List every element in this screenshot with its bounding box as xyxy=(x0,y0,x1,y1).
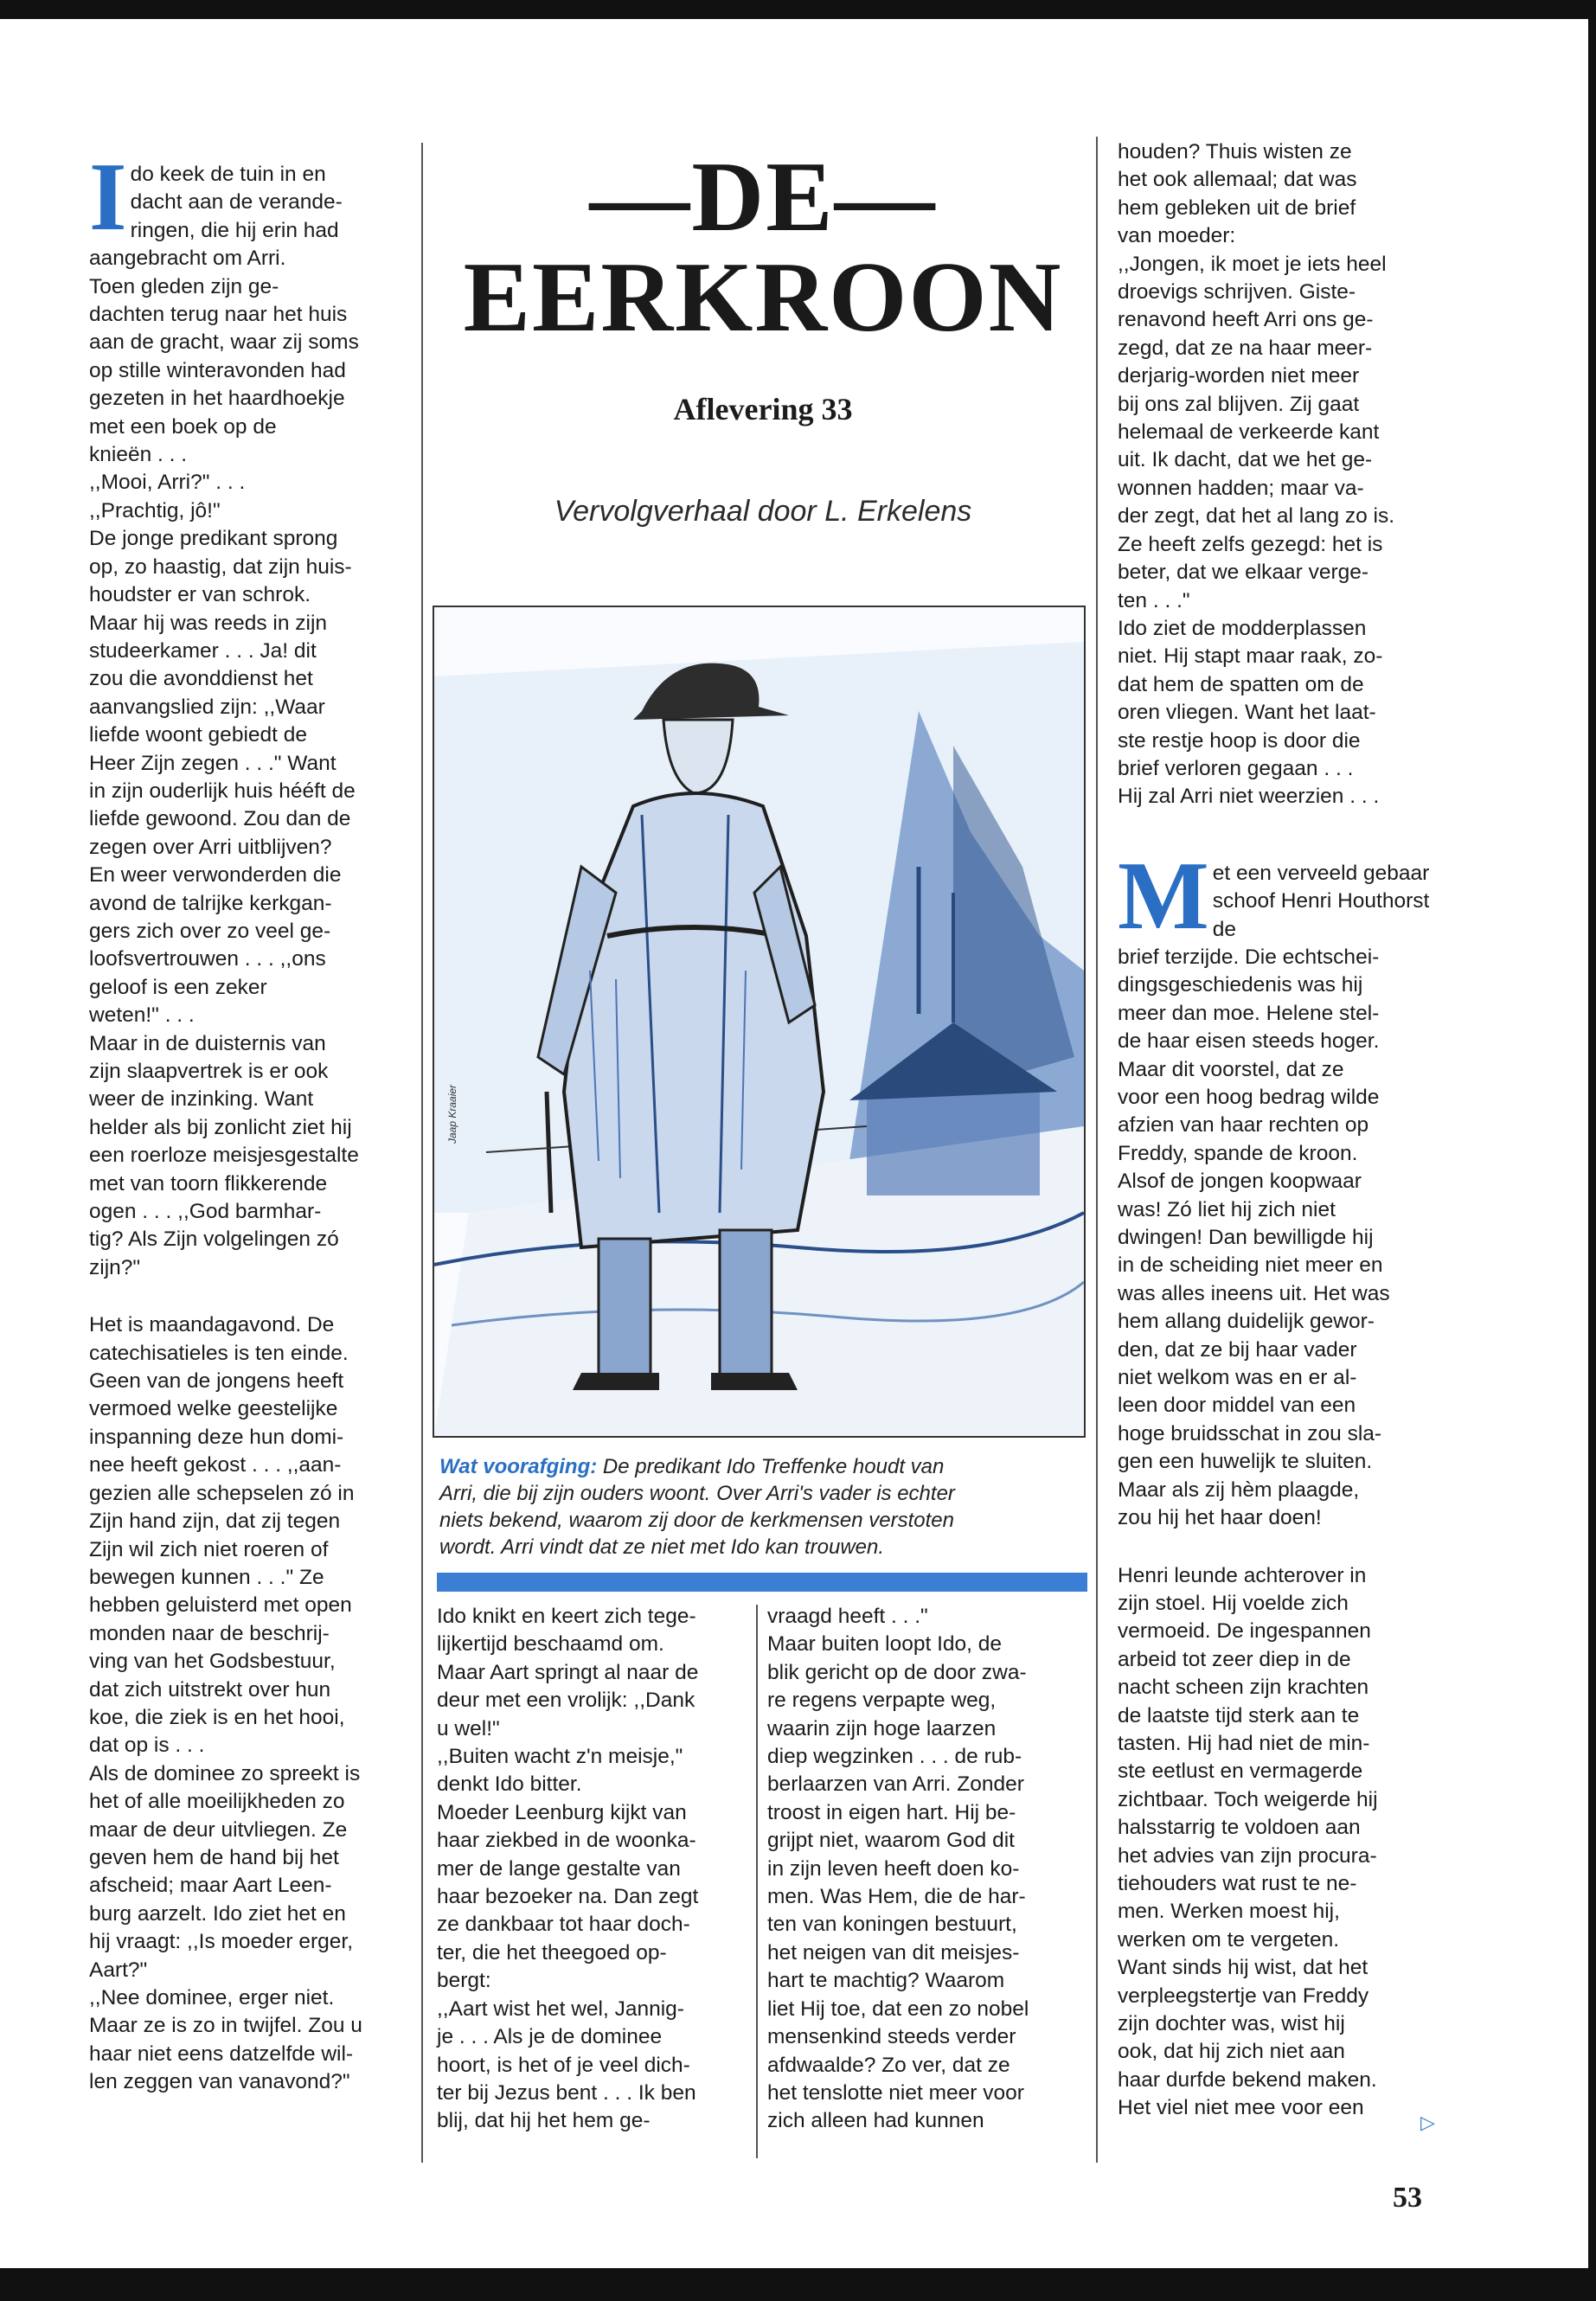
byline: Vervolgverhaal door L. Erkelens xyxy=(554,495,972,528)
drop-cap-m: M xyxy=(1118,842,1209,950)
col1-paragraph-1-text: do keek de tuin in en dacht aan de verande- ringen, die hij erin had aangebracht om Arri. Toen gleden zijn ge- dachten terug naar het huis aan de gracht, waar zij soms op stille winteravonden had gezeten in het haardhoekje met een boek op de knieën . . . ,,Mooi, Arri?" . . . ,,Prachtig, jô!" De jonge predikant sprong op, zo haastig, dat zijn huis- houdster er van schrok. Maar hij was reeds in zijn studeerkamer . . . Ja! dit zou die avonddienst het aanvangslied zijn: ,,Waar liefde woont gebiedt de Heer Zijn zegen . . ." Want in zijn ouderlijk huis hééft de liefde gewoond. Zou dan de zegen over Arri uitblijven? En weer verwonderden die avond de talrijke kerkgan- gers zich over zo veel ge- loofsvertrouwen . . . ,,ons geloof is een zeker weten!" . . . Maar in de duisternis van zijn slaapvertrek is er ook weer de inzinking. Want helder als bij zonlicht ziet hij een roerloze meisjesgestalte met van toorn flikkerende ogen . . . ,,God barmhar- tig? Als Zijn volgelingen zó zijn?" xyxy=(89,163,359,1279)
episode-label: Aflevering 33 xyxy=(673,392,853,426)
column-divider-2 xyxy=(1096,137,1098,2163)
col4-paragraph-1: houden? Thuis wisten ze het ook allemaal; dat was hem gebleken uit de brief van moeder: ,,Jongen, ik moet je iets heel droevigs schrijven. Giste- renavond heeft Arri ons ge- zegd, dat ze na haar meer- derjarig-worden niet meer bij ons zal blijven. Zij gaat helemaal de verkeerde kant uit. Ik dacht, dat we het ge- wonnen hadden; maar va- der zegt, dat het al lang zo is. Ze heeft zelfs gezegd: het is beter, dat we elkaar verge- ten . . ." Ido ziet de modderplassen niet. Hij stapt maar raak, zo- dat hem de spatten om de oren vliegen. Want het laat- ste restje hoop is door die brief verloren gegaan . . . Hij zal Arri niet weerzien . . . xyxy=(1118,140,1395,809)
caption-text: De predikant Ido Treffenke houdt van Arri, die bij zijn ouders woont. Over Arri's vader is echter niets bekend, waarom zij door de kerkmensen verstoten wordt. Arri vindt dat ze niet met Ido kan trouwen. xyxy=(439,1455,955,1559)
col4-paragraph-2-text: et een verveeld gebaar schoof Henri Houthorst de brief terzijde. Die echtschei- dingsgeschiedenis was hij meer dan moe. Helene stel- de haar eisen steeds hoger. Maar dit voorstel, dat ze voor een hoog bedrag wilde afzien van haar rechten op Freddy, spande de kroon. Alsof de jongen koopwaar was! Zó liet hij zich niet dwingen! Dan bewilligde hij in de scheiding niet meer en was alles ineens uit. Het was hem allang duidelijk gewor- den, dat ze bij haar vader niet welkom was en er al- leen door middel van een hoge bruidsschat in zou sla- gen een huwelijk te sluiten. Maar als zij hèm plaagde, zou hij het haar doen! xyxy=(1118,861,1430,1530)
col4-paragraph-3: Henri leunde achterover in zijn stoel. Hij voelde zich vermoeid. De ingespannen arbeid tot zeer diep in de nacht scheen zijn krachten de laatste tijd sterk aan te tasten. Hij had niet de min- ste eetlust en vermagerde zichtbaar. Toch weigerde hij halsstarrig te voldoen aan het advies van zijn procura- tiehouders wat rust te ne- men. Werken moest hij, werken om te vergeten. Want sinds hij wist, dat het verpleegstertje van Freddy zijn dochter was, wist hij ook, dat hij zich niet aan haar durfde bekend maken. Het viel niet mee voor een xyxy=(1118,1563,1378,2120)
illustration-drawing xyxy=(434,607,1084,1436)
col2-paragraph: Ido knikt en keert zich tege- lijkertijd beschaamd om. Maar Aart springt al naar de deur met een vrolijk: ,,Dank u wel!" ,,Buiten wacht z'n meisje," denkt Ido bitter. Moeder Leenburg kijkt van haar ziekbed in de woonka- mer de lange gestalte van haar bezoeker na. Dan zegt ze dankbaar tot haar doch- ter, die het theegoed op- bergt: ,,Aart wist het wel, Jannig- je . . . Als je de dominee hoort, is het of je veel dich- ter bij Jezus bent . . . Ik ben blij, dat hij het hem ge- xyxy=(437,1605,699,2133)
column-1 xyxy=(89,144,411,2097)
column-divider-1 xyxy=(421,143,423,2163)
synopsis-caption xyxy=(439,1453,1084,1561)
col1-paragraph-2: Het is maandagavond. De catechisatieles is ten einde. Geen van de jongens heeft vermoed welke geestelijke inspanning deze hun domi- nee heeft gekost . . . ,,aan- gezien alle schepselen zó in Zijn hand zijn, dat zij tegen Zijn wil zich niet roeren of bewegen kunnen . . ." Ze hebben geluisterd met open monden naar de beschrij- ving van het Godsbestuur, dat zich uitstrekt over hun koe, die ziek is en het hooi, dat op is . . . Als de dominee zo spreekt is het of alle moeilijkheden zo maar de deur uitvliegen. Ze geven hem de hand bij het afscheid; maar Aart Leen- burg aarzelt. Ido ziet het en hij vraagt: ,,Is moeder erger, Aart?" ,,Nee dominee, erger niet. Maar ze is zo in twijfel. Zou u haar niet eens datzelfde wil- len zeggen van vanavond?" xyxy=(89,1313,362,2094)
col4-paragraph-2 xyxy=(1118,842,1439,1533)
col1-paragraph-1 xyxy=(89,144,411,1282)
article-title xyxy=(443,142,1083,353)
column-divider-3 xyxy=(756,1605,758,2158)
title-line-2: EERKROON xyxy=(463,242,1063,353)
right-scan-border xyxy=(1588,0,1596,2301)
column-2 xyxy=(437,1603,750,2136)
col3-paragraph: vraagd heeft . . ." Maar buiten loopt Ido, de blik gericht op de door zwa- re regens verpapte weg, waarin zijn hoge laarzen diep wegzinken . . . de rub- berlaarzen van Arri. Zonder troost in eigen hart. Hij be- grijpt niet, waarom God dit in zijn leven heeft doen ko- men. Was Hem, die de har- ten van koningen bestuurt, het neigen van dit meisjes- hart te machtig? Waarom liet Hij toe, dat een zo nobel mensenkind steeds verder afdwaalde? Zo ver, dat ze het tenslotte niet meer voor zich alleen had kunnen xyxy=(767,1605,1029,2133)
column-4 xyxy=(1118,138,1439,2123)
caption-blue-bar xyxy=(437,1573,1087,1592)
illustration-man-in-trenchcoat xyxy=(433,606,1086,1438)
title-line-1: —DE— xyxy=(589,142,937,253)
top-scan-border xyxy=(0,0,1596,19)
bottom-scan-border xyxy=(0,2268,1596,2301)
drop-cap-i: I xyxy=(89,144,127,251)
continue-arrow-icon: ▷ xyxy=(1420,2112,1435,2133)
illustration-signature: Jaap Kraaier xyxy=(446,1084,458,1144)
page-number: 53 xyxy=(1393,2182,1422,2214)
column-3 xyxy=(767,1603,1089,2136)
caption-lead: Wat voorafging: xyxy=(439,1455,598,1478)
